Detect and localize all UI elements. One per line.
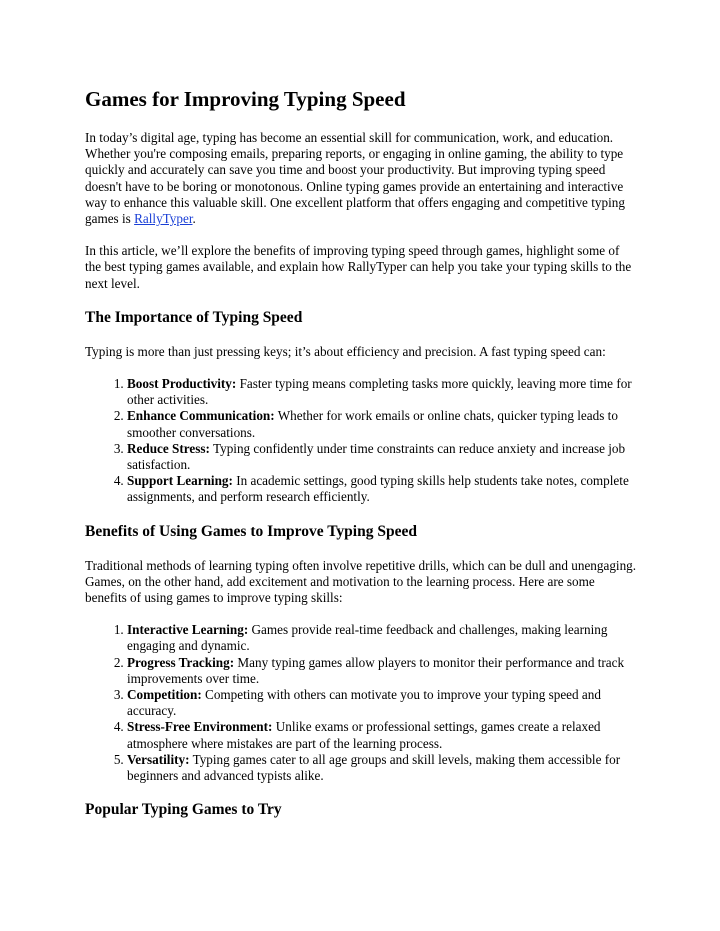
- section-intro-importance: Typing is more than just pressing keys; it’s about efficiency and precision. A fast typing speed can:: [85, 343, 606, 359]
- list-item: [127, 719, 637, 751]
- intro-text-end: .: [192, 211, 196, 227]
- page-title: Games for Improving Typing Speed: [85, 87, 406, 111]
- list-item-text: Typing confidently under time constraints can reduce anxiety and increase job satisfaction.: [127, 440, 626, 473]
- list-item-term: Competition:: [127, 687, 202, 703]
- list-item-text: Unlike exams or professional settings, games create a relaxed atmosphere where mistakes are part of the learning process.: [127, 719, 601, 751]
- list-item: [127, 408, 637, 440]
- section-heading-popular-games: Popular Typing Games to Try: [85, 801, 282, 819]
- list-item-text: Competing with others can motivate you to improve your typing speed and accuracy.: [127, 687, 601, 719]
- list-item-text: Many typing games allow players to monitor their performance and track improvements over time.: [127, 654, 625, 686]
- document-page: [85, 86, 637, 836]
- benefits-list: [85, 622, 637, 784]
- list-item: [127, 376, 637, 408]
- section-heading-importance: The Importance of Typing Speed: [85, 308, 303, 326]
- importance-list: [85, 376, 637, 506]
- intro-paragraph-1: [85, 130, 637, 227]
- list-item: [127, 687, 637, 719]
- list-item: [127, 622, 637, 654]
- list-item: [127, 655, 637, 687]
- list-item-term: Boost Productivity:: [127, 376, 237, 392]
- list-item-term: Interactive Learning:: [127, 622, 249, 638]
- list-item-term: Versatility:: [127, 751, 190, 767]
- section-intro-benefits: Traditional methods of learning typing often involve repetitive drills, which can be dull and unengaging. Games, on the other hand, add excitement and motivation to the learning process. Here are some benefits of using games to improve typing skills:: [85, 557, 637, 606]
- list-item-text: Games provide real-time feedback and challenges, making learning engaging and dynamic.: [127, 622, 608, 654]
- list-item-term: Support Learning:: [127, 473, 233, 489]
- list-item-term: Enhance Communication:: [127, 408, 275, 424]
- list-item-term: Progress Tracking:: [127, 654, 235, 670]
- list-item: [127, 441, 637, 473]
- list-item-term: Stress-Free Environment:: [127, 719, 273, 735]
- list-item-text: Whether for work emails or online chats, quicker typing leads to smoother conversations.: [127, 408, 618, 440]
- section-heading-benefits: Benefits of Using Games to Improve Typing Speed: [85, 522, 417, 540]
- intro-text: In today’s digital age, typing has become an essential skill for communication, work, and education. Whether you're composing emails, preparing reports, or engaging in online gaming, the ability to type quickly and accurately can save you time and boost your productivity. But improving typing speed doesn't have to be boring or monotonous. Online typing games provide an entertaining and interactive way to enhance this valuable skill. One excellent platform that offers engaging and competitive typing games is: [85, 130, 625, 227]
- list-item: [127, 752, 637, 784]
- rallytyper-link[interactable]: RallyTyper: [134, 211, 193, 227]
- list-item-text: In academic settings, good typing skills help students take notes, complete assignments, and perform research efficiently.: [127, 473, 629, 505]
- list-item-term: Reduce Stress:: [127, 440, 210, 456]
- intro-paragraph-2: In this article, we’ll explore the benefits of improving typing speed through games, highlight some of the best typing games available, and explain how RallyTyper can help you take your typing skills to the next level.: [85, 243, 632, 291]
- list-item-text: Faster typing means completing tasks more quickly, leaving more time for other activities.: [127, 376, 632, 408]
- list-item: [127, 473, 637, 505]
- list-item-text: Typing games cater to all age groups and skill levels, making them accessible for beginners and advanced typists alike.: [127, 751, 621, 784]
